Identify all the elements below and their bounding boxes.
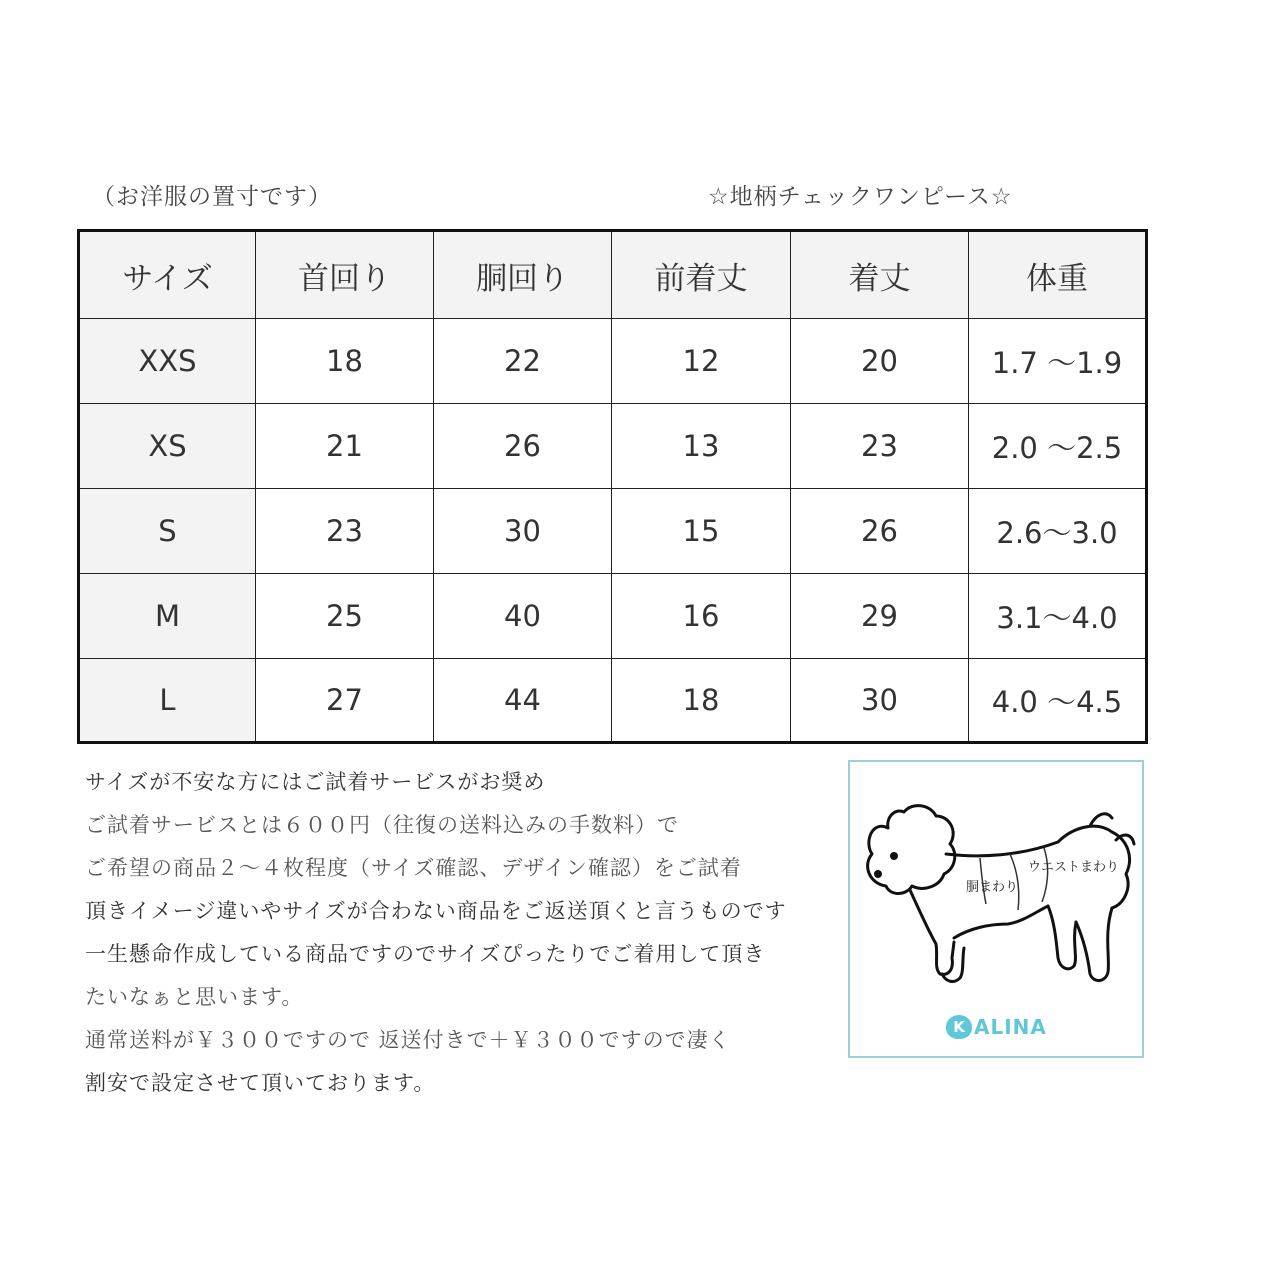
header-neck: 首回り (256, 231, 434, 319)
caption-right: ☆地柄チェックワンピース☆ (708, 184, 1013, 210)
note-line: ご希望の商品２～４枚程度（サイズ確認、デザイン確認）をご試着 (85, 856, 742, 880)
cell-size: XS (79, 404, 256, 489)
cell-size: S (79, 489, 256, 574)
size-table (77, 229, 1148, 744)
cell-chest: 44 (434, 659, 612, 743)
header-chest: 胴回り (434, 231, 612, 319)
cell-length: 23 (791, 404, 969, 489)
header-weight: 体重 (969, 231, 1147, 319)
header-front-length: 前着丈 (612, 231, 791, 319)
cell-front-length: 13 (612, 404, 791, 489)
cell-size: L (79, 659, 256, 743)
note-line: 頂きイメージ違いやサイズが合わない商品をご返送頂くと言うものです (85, 899, 787, 923)
header-length: 着丈 (791, 231, 969, 319)
kalina-logo (946, 1015, 1047, 1039)
dog-measurement-diagram (848, 760, 1144, 1058)
logo-text: ALINA (974, 1015, 1047, 1039)
cell-neck: 18 (256, 319, 434, 404)
notes-block (85, 765, 855, 1109)
table-row (79, 574, 1147, 659)
cell-size: XXS (79, 319, 256, 404)
cell-weight: 4.0 ～4.5 (969, 659, 1147, 743)
cell-neck: 21 (256, 404, 434, 489)
table-row (79, 659, 1147, 743)
table-row (79, 404, 1147, 489)
note-line: 一生懸命作成している商品ですのでサイズぴったりでご着用して頂き (85, 942, 766, 966)
cell-size: M (79, 574, 256, 659)
cell-chest: 40 (434, 574, 612, 659)
cell-length: 26 (791, 489, 969, 574)
cell-length: 30 (791, 659, 969, 743)
table-header-row (79, 231, 1147, 319)
cell-chest: 30 (434, 489, 612, 574)
header-size: サイズ (79, 231, 256, 319)
dog-illustration-icon (850, 762, 1142, 1056)
note-line: たいなぁと思います。 (85, 985, 304, 1009)
cell-neck: 27 (256, 659, 434, 743)
cell-front-length: 16 (612, 574, 791, 659)
caption-left: （お洋服の置寸です） (92, 184, 332, 210)
body-label: 胴まわり (966, 880, 1019, 895)
cell-front-length: 15 (612, 489, 791, 574)
cell-front-length: 18 (612, 659, 791, 743)
table-row (79, 489, 1147, 574)
cell-neck: 23 (256, 489, 434, 574)
note-line: 割安で設定させて頂いております。 (85, 1071, 436, 1095)
logo-heart-icon: K (946, 1015, 972, 1039)
cell-front-length: 12 (612, 319, 791, 404)
note-line: ご試着サービスとは６００円（往復の送料込みの手数料）で (85, 813, 679, 837)
cell-weight: 1.7 ～1.9 (969, 319, 1147, 404)
note-line: サイズが不安な方にはご試着サービスがお奨め (85, 770, 546, 794)
cell-weight: 2.0 ～2.5 (969, 404, 1147, 489)
table-row (79, 319, 1147, 404)
cell-weight: 3.1～4.0 (969, 574, 1147, 659)
note-line: 通常送料が￥３００ですので 返送付きで＋￥３００ですので凄く (85, 1028, 731, 1052)
cell-chest: 22 (434, 319, 612, 404)
cell-chest: 26 (434, 404, 612, 489)
cell-weight: 2.6～3.0 (969, 489, 1147, 574)
cell-length: 20 (791, 319, 969, 404)
waist-label: ウエストまわり (1028, 860, 1120, 875)
cell-length: 29 (791, 574, 969, 659)
cell-neck: 25 (256, 574, 434, 659)
